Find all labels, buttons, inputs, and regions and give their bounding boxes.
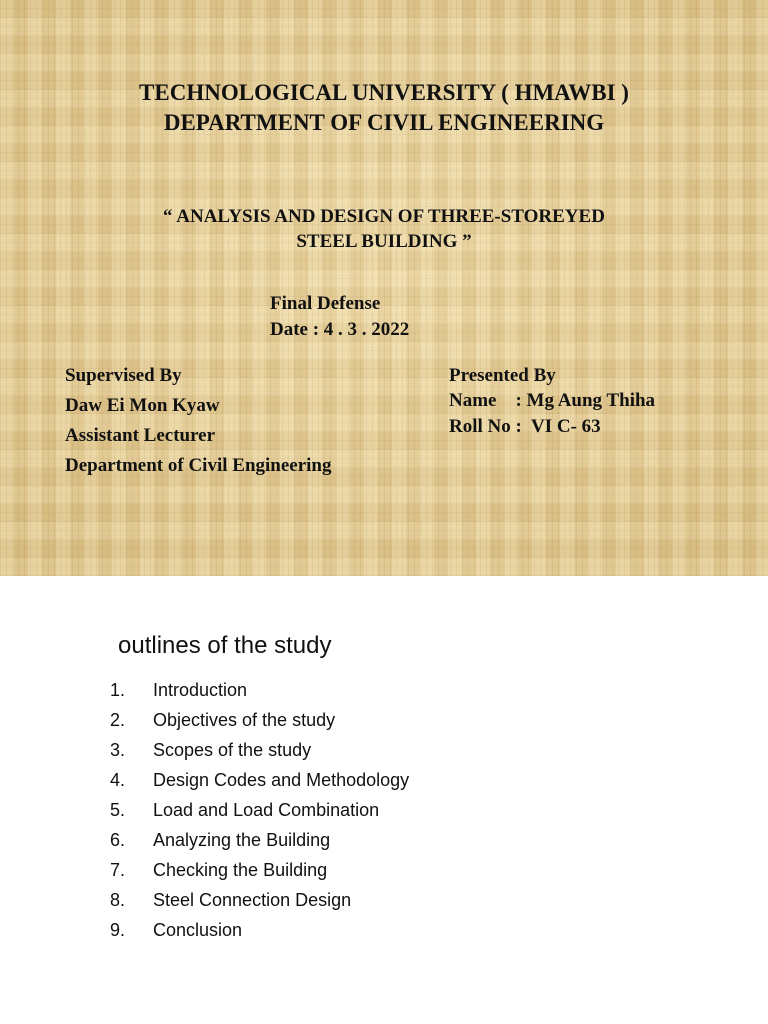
outline-item (0, 886, 768, 916)
presenter-heading: Presented By (449, 365, 556, 386)
university-title: TECHNOLOGICAL UNIVERSITY ( HMAWBI ) (139, 80, 629, 105)
outline-slide (0, 576, 768, 1024)
presenter-name: Name : Mg Aung Thiha (449, 390, 656, 411)
outline-item-number: 9. (110, 920, 126, 940)
outline-item (0, 856, 768, 886)
supervisor-department: Department of Civil Engineering (65, 455, 332, 476)
project-title-line-2: STEEL BUILDING ” (296, 231, 472, 252)
outline-item-text: Design Codes and Methodology (153, 770, 410, 790)
department-title: DEPARTMENT OF CIVIL ENGINEERING (163, 110, 605, 135)
outline-item (0, 796, 768, 826)
outline-item (0, 736, 768, 766)
presenter-roll-no: Roll No : VI C- 63 (449, 416, 601, 437)
outline-item-number: 4. (110, 770, 126, 790)
outline-item-text: Conclusion (153, 920, 243, 940)
outline-item-text: Scopes of the study (153, 740, 312, 760)
outline-item-number: 5. (110, 800, 126, 820)
defense-label: Final Defense (270, 293, 381, 314)
supervisor-heading: Supervised By (65, 365, 182, 386)
project-title-line-1: “ ANALYSIS AND DESIGN OF THREE-STOREYED (163, 206, 605, 227)
outline-heading: outlines of the study (118, 632, 332, 659)
supervisor-name: Daw Ei Mon Kyaw (65, 395, 220, 416)
outline-item-text: Checking the Building (153, 860, 328, 880)
outline-item-text: Analyzing the Building (153, 830, 331, 850)
outline-item (0, 706, 768, 736)
outline-item-number: 7. (110, 860, 126, 880)
outline-item-number: 2. (110, 710, 126, 730)
outline-item (0, 916, 768, 946)
outline-list (0, 676, 768, 946)
supervisor-position: Assistant Lecturer (65, 425, 216, 446)
outline-item-number: 6. (110, 830, 126, 850)
outline-item (0, 676, 768, 706)
outline-item-number: 8. (110, 890, 126, 910)
outline-item-number: 1. (110, 680, 126, 700)
outline-item-number: 3. (110, 740, 126, 760)
outline-item-text: Introduction (153, 680, 248, 700)
outline-item (0, 766, 768, 796)
defense-date: Date : 4 . 3 . 2022 (270, 319, 410, 340)
outline-item (0, 826, 768, 856)
outline-item-text: Steel Connection Design (153, 890, 352, 910)
outline-item-text: Objectives of the study (153, 710, 336, 730)
outline-item-text: Load and Load Combination (153, 800, 380, 820)
